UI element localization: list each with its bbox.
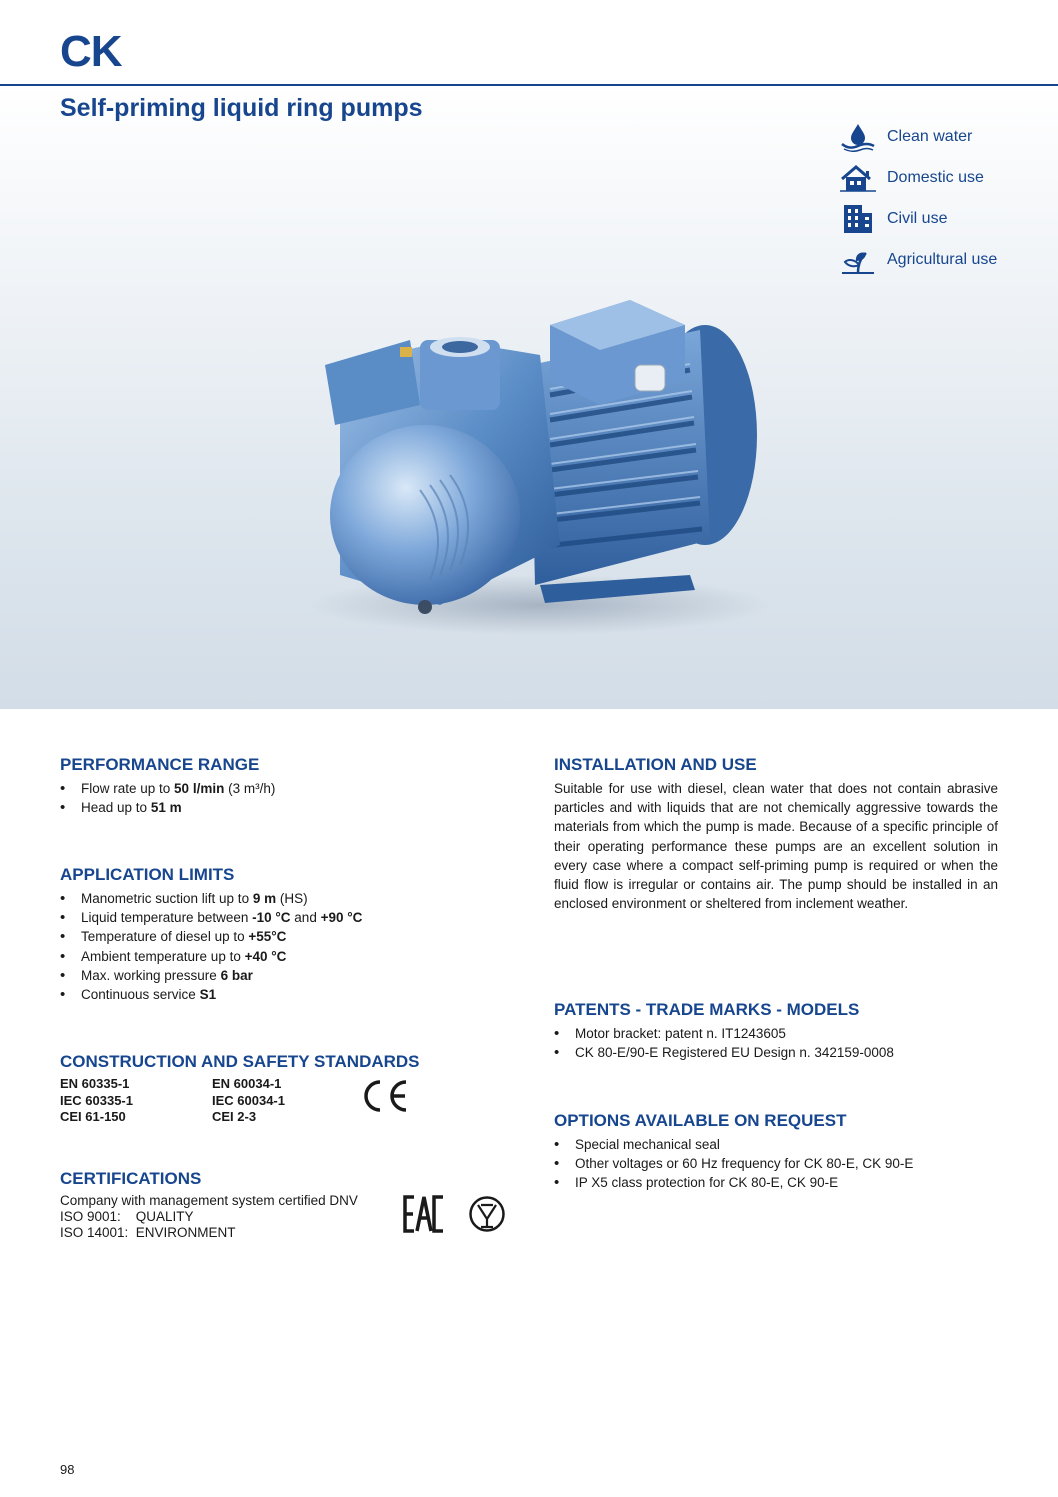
patents-section [554,1000,1000,1062]
options-list [554,1135,1000,1193]
standards-title: CONSTRUCTION AND SAFETY STANDARDS [60,1052,420,1071]
list-item: • Head up to 51 m [60,798,510,817]
cert-line: ISO 14001: ENVIRONMENT [60,1225,236,1240]
ce-mark [360,1078,410,1119]
standard-item: IEC 60335-1 [60,1092,133,1108]
list-item: • CK 80-E/90-E Registered EU Design n. 342159-0008 [554,1043,1000,1062]
standard-item: CEI 2-3 [212,1109,257,1124]
limits-list [60,889,510,1004]
standard-item: IEC 60034-1 [212,1092,285,1108]
performance-section [60,755,510,817]
page-number: 98 [60,1462,75,1477]
eac-mark [403,1194,445,1239]
list-item: • Max. working pressure 6 bar [60,966,510,985]
list-item: • Flow rate up to 50 l/min (3 m³/h) [60,779,510,798]
use-item-domestic [840,157,997,198]
certifications-title: CERTIFICATIONS [60,1169,202,1188]
list-item: • Other voltages or 60 Hz frequency for CK 80-E, CK 90-E [554,1154,1000,1173]
building-icon [840,204,878,234]
cert-line: ISO 9001: QUALITY [60,1209,194,1224]
list-item: • IP X5 class protection for CK 80-E, CK 90-E [554,1173,1000,1192]
performance-title: PERFORMANCE RANGE [60,755,260,774]
certifications-section [60,1169,410,1241]
use-label: Agricultural use [887,250,998,268]
cert-line: Company with management system certified DNV [60,1193,358,1208]
list-item: • Manometric suction lift up to 9 m (HS) [60,889,510,908]
title-rule [0,84,1058,86]
patents-list [554,1024,1000,1062]
standard-item: EN 60034-1 [212,1076,282,1091]
limits-title: APPLICATION LIMITS [60,865,235,884]
installation-text: Suitable for use with diesel, clean water that does not contain abrasive particles and with liquids that are not chemically aggressive towards the materials from which the pump is made. Because of a specific principle of their operating performance these pumps are an excellent solution in every case where a compact self-priming pump is required or when the fluid flow is irregular or contains air. The pump should be installed in an enclosed environment or sheltered from inclement weather. [554,781,998,912]
standard-item: EN 60335-1 [60,1076,130,1091]
pump-image [300,285,770,635]
installation-section [554,755,1000,913]
use-label: Civil use [887,209,948,227]
certification-mark [468,1195,506,1238]
use-label: Domestic use [887,168,984,186]
list-item: • Liquid temperature between -10 °C and +90 °C [60,908,510,927]
installation-title: INSTALLATION AND USE [554,755,757,774]
ce-mark-icon [360,1078,410,1114]
list-item: • Special mechanical seal [554,1135,1000,1154]
page-title: CK [60,27,122,76]
use-item-agricultural [840,239,997,280]
list-item: • Motor bracket: patent n. IT1243605 [554,1024,1000,1043]
eac-mark-icon [403,1194,445,1234]
plant-icon [840,245,878,275]
patents-title: PATENTS - TRADE MARKS - MODELS [554,1000,860,1019]
water-drop-icon [840,122,878,152]
performance-list [60,779,510,817]
house-icon [840,163,878,193]
list-item: • Temperature of diesel up to +55°C [60,927,510,946]
options-title: OPTIONS AVAILABLE ON REQUEST [554,1111,847,1130]
list-item: • Ambient temperature up to +40 °C [60,947,510,966]
limits-section [60,865,510,1004]
uses-list [840,116,997,280]
standard-item: CEI 61-150 [60,1109,126,1124]
standards-section [60,1052,510,1126]
use-label: Clean water [887,127,973,145]
use-item-civil [840,198,997,239]
certification-seal-icon [468,1195,506,1233]
standards-grid [60,1076,510,1126]
options-section [554,1111,1000,1193]
use-item-clean-water [840,116,997,157]
list-item: • Continuous service S1 [60,985,510,1004]
page-subtitle: Self-priming liquid ring pumps [60,94,423,122]
